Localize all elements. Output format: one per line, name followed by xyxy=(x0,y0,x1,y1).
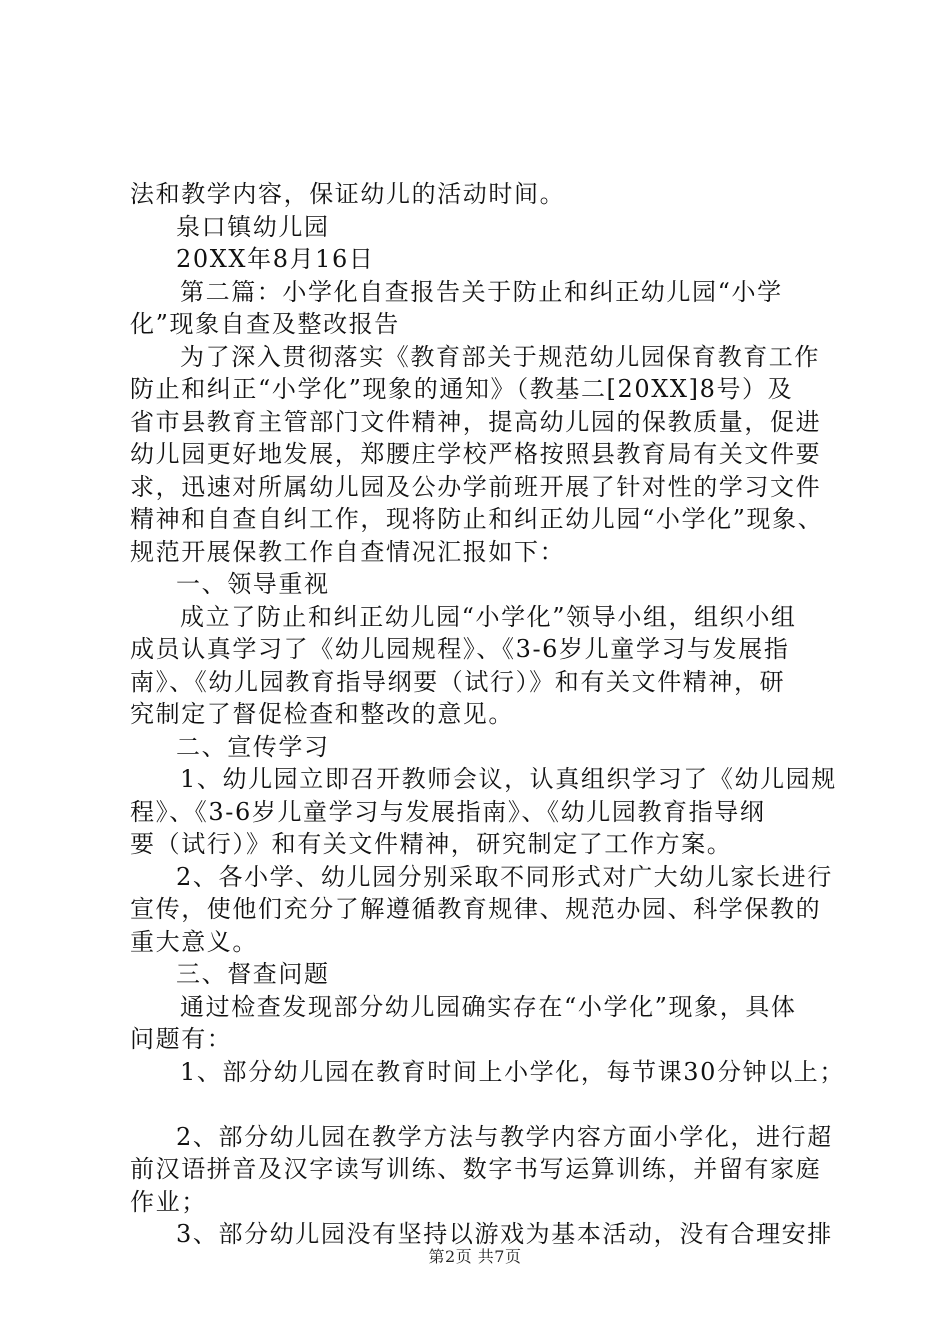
text-line: 通过检查发现部分幼儿园确实存在“小学化”现象，具体 xyxy=(180,992,797,1021)
section-heading: 第二篇：小学化自查报告关于防止和纠正幼儿园“小学 xyxy=(180,277,783,306)
text-line: 前汉语拼音及汉字读写训练、数字书写运算训练，并留有家庭 xyxy=(130,1155,822,1183)
text-line: 省市县教育主管部门文件精神，提高幼儿园的保教质量，促进 xyxy=(130,407,822,436)
text-line: 20XX年8月16日 xyxy=(176,245,375,273)
text-line: 2、部分幼儿园在教学方法与教学内容方面小学化，进行超 xyxy=(176,1122,833,1151)
text-line: 规范开展保教工作自查情况汇报如下： xyxy=(130,537,566,566)
text-line: 防止和纠正“小学化”现象的通知》（教基二[20XX]8号）及 xyxy=(130,375,794,403)
text-line: 幼儿园更好地发展，郑腰庄学校严格按照县教育局有关文件要 xyxy=(130,440,822,468)
text-line: 成员认真学习了《幼儿园规程》、《3-6岁儿童学习与发展指 xyxy=(130,635,790,663)
text-line: 1、部分幼儿园在教育时间上小学化，每节课30分钟以上； xyxy=(180,1057,846,1086)
text-line: 泉口镇幼儿园 xyxy=(176,212,330,241)
text-line: 求，迅速对所属幼儿园及公办学前班开展了针对性的学习文件 xyxy=(130,472,822,501)
text-line: 宣传，使他们充分了解遵循教育规律、规范办园、科学保教的 xyxy=(130,895,822,923)
text-line: 重大意义。 xyxy=(130,927,258,956)
page-footer xyxy=(0,1244,950,1267)
subsection-heading: 一、领导重视 xyxy=(176,570,330,598)
blank-line xyxy=(130,1088,830,1121)
text-line: 作业； xyxy=(130,1187,207,1216)
text-line: 成立了防止和纠正幼儿园“小学化”领导小组，组织小组 xyxy=(180,602,797,631)
text-line: 2、各小学、幼儿园分别采取不同形式对广大幼儿家长进行 xyxy=(176,862,833,891)
subsection-heading: 三、督查问题 xyxy=(176,960,330,988)
text-line: 为了深入贯彻落实《教育部关于规范幼儿园保育教育工作 xyxy=(180,342,820,371)
text-line: 精神和自查自纠工作，现将防止和纠正幼儿园“小学化”现象、 xyxy=(130,505,824,533)
text-line: 程》、《3-6岁儿童学习与发展指南》、《幼儿园教育指导纲 xyxy=(130,797,766,826)
text-line: 要（试行）》和有关文件精神，研究制定了工作方案。 xyxy=(130,830,733,858)
page-indicator: 第2页 共7页 xyxy=(428,1247,522,1266)
text-line: 南》、《幼儿园教育指导纲要（试行）》和有关文件精神，研 xyxy=(130,667,786,696)
document-body xyxy=(130,178,846,1251)
text-line: 究制定了督促检查和整改的意见。 xyxy=(130,700,514,728)
subsection-heading: 二、宣传学习 xyxy=(176,732,330,761)
text-line: 3、部分幼儿园没有坚持以游戏为基本活动，没有合理安排 xyxy=(176,1220,833,1248)
text-line: 法和教学内容，保证幼儿的活动时间。 xyxy=(130,180,566,208)
section-heading: 化”现象自查及整改报告 xyxy=(130,310,400,338)
text-line: 问题有： xyxy=(130,1025,233,1053)
text-line: 1、幼儿园立即召开教师会议，认真组织学习了《幼儿园规 xyxy=(180,765,837,793)
